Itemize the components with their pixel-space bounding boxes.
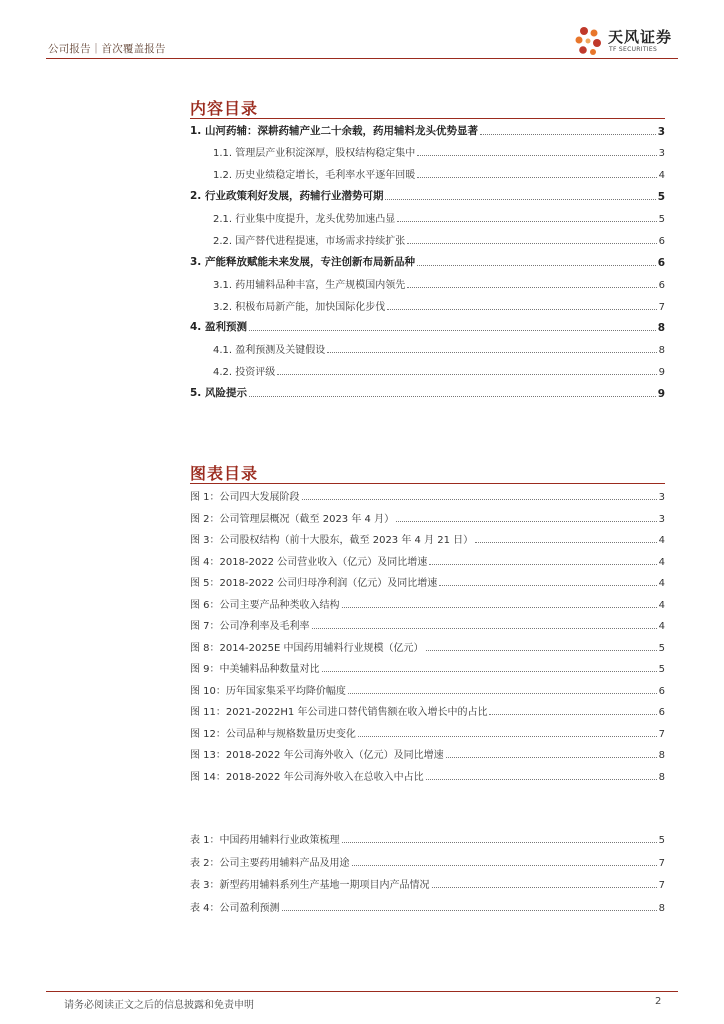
toc-section-entry[interactable] <box>190 386 665 400</box>
company-logo <box>572 24 682 60</box>
toc-subsection-entry-page: 5 <box>658 214 665 225</box>
figure-entry-label: 图 6：公司主要产品种类收入结构 <box>190 599 340 611</box>
figure-entry-page: 6 <box>658 707 665 718</box>
figure-entry-page: 8 <box>658 750 665 761</box>
figure-entry-label: 图 4：2018-2022 公司营业收入（亿元）及同比增速 <box>190 556 428 568</box>
table-entry[interactable] <box>190 900 665 914</box>
figure-entry-page: 4 <box>658 556 665 568</box>
figure-entry-page: 6 <box>658 685 665 697</box>
figure-entry-page: 4 <box>658 535 665 546</box>
figure-entry-label: 图 7：公司净利率及毛利率 <box>190 621 310 632</box>
dot-leader <box>417 155 656 156</box>
figure-entry[interactable] <box>190 769 665 783</box>
figure-entry-page: 8 <box>658 771 665 783</box>
table-entry[interactable] <box>190 877 665 891</box>
toc-subsection-entry-label: 1.2. 历史业绩稳定增长，毛利率水平逐年回暖 <box>213 170 416 181</box>
toc-section-entry-page: 5 <box>657 191 665 203</box>
toc-subsection-entry-label: 3.1. 药用辅料品种丰富，生产规模国内领先 <box>213 280 406 291</box>
figure-entry-page: 3 <box>658 492 665 503</box>
dot-leader <box>397 221 656 222</box>
toc-subsection-entry-label: 2.1. 行业集中度提升，龙头优势加速凸显 <box>213 214 396 225</box>
dot-leader <box>277 374 656 375</box>
table-entry[interactable] <box>190 832 665 846</box>
figure-entry[interactable] <box>190 554 665 568</box>
toc-section-entry-label: 2. 行业政策利好发展，药辅行业潜势可期 <box>190 190 384 202</box>
dot-leader <box>417 177 656 178</box>
toc-title-rule <box>190 118 665 119</box>
figure-entry[interactable] <box>190 511 665 525</box>
figure-entry[interactable] <box>190 683 665 697</box>
page-number: 2 <box>655 996 662 1007</box>
dot-leader <box>385 199 655 200</box>
figure-entry[interactable] <box>190 618 665 632</box>
table-entry-page: 8 <box>658 902 665 914</box>
toc-section-entry-label: 5. 风险提示 <box>190 387 247 399</box>
toc-subsection-entry[interactable] <box>213 342 665 356</box>
figure-entry[interactable] <box>190 704 665 718</box>
toc-subsection-entry-page: 8 <box>658 345 665 356</box>
figure-entry-label: 图 10：历年国家集采平均降价幅度 <box>190 685 346 697</box>
dot-leader <box>327 352 656 353</box>
toc-subsection-entry[interactable] <box>213 364 665 378</box>
table-entry-page: 7 <box>658 857 665 869</box>
dot-leader <box>426 779 657 780</box>
table-entry[interactable] <box>190 855 665 869</box>
dot-leader <box>352 865 657 866</box>
figure-entry-page: 4 <box>658 621 665 632</box>
footer-disclaimer: 请务必阅读正文之后的信息披露和免责申明 <box>64 1000 254 1011</box>
dot-leader <box>432 887 657 888</box>
toc-section-entry-label: 1. 山河药辅：深耕药辅产业二十余载，药用辅料龙头优势显著 <box>190 125 478 137</box>
dot-leader <box>439 585 656 586</box>
dot-leader <box>358 736 657 737</box>
toc-title: 内容目录 <box>190 99 259 118</box>
toc-subsection-entry[interactable] <box>213 211 665 225</box>
dot-leader <box>417 265 656 266</box>
figure-entry-label: 图 12：公司品种与规格数量历史变化 <box>190 728 356 740</box>
dot-leader <box>302 499 657 500</box>
dot-leader <box>249 396 656 397</box>
table-entry-page: 5 <box>658 835 665 846</box>
dot-leader <box>387 309 656 310</box>
toc-subsection-entry-page: 6 <box>658 236 665 247</box>
figure-entry-label: 图 2：公司管理层概况（截至 2023 年 4 月） <box>190 513 395 525</box>
toc-subsection-entry[interactable] <box>213 299 665 313</box>
figure-entry-page: 4 <box>658 578 665 589</box>
dot-leader <box>396 521 657 522</box>
dot-leader <box>342 842 657 843</box>
figure-entry-label: 图 8：2014-2025E 中国药用辅料行业规模（亿元） <box>190 642 424 654</box>
dot-leader <box>429 564 656 565</box>
figure-entry[interactable] <box>190 575 665 589</box>
figure-entry-page: 3 <box>658 513 665 525</box>
logo-name: 天风证券 <box>608 28 673 46</box>
figure-entry[interactable] <box>190 532 665 546</box>
toc-subsection-entry[interactable] <box>213 233 665 247</box>
toc-section-entry-label: 4. 盈利预测 <box>190 321 247 333</box>
figure-entry[interactable] <box>190 489 665 503</box>
figure-entry[interactable] <box>190 747 665 761</box>
toc-section-entry-page: 3 <box>657 126 665 138</box>
toc-section-entry-label: 3. 产能释放赋能未来发展，专注创新布局新品种 <box>190 256 415 268</box>
toc-section-entry-page: 9 <box>657 388 665 400</box>
toc-subsection-entry[interactable] <box>213 167 665 181</box>
table-entry-label: 表 4：公司盈利预测 <box>190 902 280 914</box>
table-entry-label: 表 2：公司主要药用辅料产品及用途 <box>190 857 350 869</box>
figure-entry[interactable] <box>190 726 665 740</box>
toc-section-entry-page: 8 <box>657 322 665 334</box>
toc-section-entry-page: 6 <box>657 257 665 269</box>
dot-leader <box>489 714 656 715</box>
toc-subsection-entry-page: 6 <box>658 280 665 291</box>
figure-entry[interactable] <box>190 597 665 611</box>
dot-leader <box>407 287 656 288</box>
toc-subsection-entry[interactable] <box>213 145 665 159</box>
figure-entry-page: 5 <box>658 642 665 654</box>
dot-leader <box>446 757 657 758</box>
dot-leader <box>342 607 657 608</box>
figure-entry-page: 4 <box>658 599 665 611</box>
toc-subsection-entry-label: 1.1. 管理层产业积淀深厚，股权结构稳定集中 <box>213 148 416 159</box>
figure-entry[interactable] <box>190 640 665 654</box>
toc-section-entry[interactable] <box>190 124 665 138</box>
toc-subsection-entry-page: 7 <box>658 302 665 313</box>
toc-section-entry[interactable] <box>190 255 665 269</box>
toc-subsection-entry-label: 3.2. 积极布局新产能，加快国际化步伐 <box>213 302 386 313</box>
figure-entry-label: 图 9：中美辅料品种数量对比 <box>190 664 320 675</box>
report-type-label: 公司报告｜首次覆盖报告 <box>48 43 166 55</box>
figures-title-rule <box>190 483 665 484</box>
toc-subsection-entry-page: 4 <box>658 170 665 181</box>
dot-leader <box>426 650 657 651</box>
table-entry-label: 表 3：新型药用辅料系列生产基地一期项目内产品情况 <box>190 880 430 891</box>
header-divider <box>46 58 678 59</box>
dot-leader <box>348 693 657 694</box>
dot-leader <box>249 330 656 331</box>
figure-entry-page: 7 <box>658 728 665 740</box>
toc-section-entry[interactable] <box>190 189 665 203</box>
logo-subtitle: TF SECURITIES <box>609 46 658 53</box>
figure-entry-label: 图 3：公司股权结构（前十大股东，截至 2023 年 4 月 21 日） <box>190 535 474 546</box>
dot-leader <box>282 910 657 911</box>
toc-subsection-entry-page: 3 <box>658 148 665 159</box>
dot-leader <box>322 671 657 672</box>
figure-entry-page: 5 <box>658 664 665 675</box>
dot-leader <box>480 134 656 135</box>
toc-subsection-entry-label: 4.1. 盈利预测及关键假设 <box>213 345 326 356</box>
toc-subsection-entry[interactable] <box>213 277 665 291</box>
toc-subsection-entry-page: 9 <box>658 367 665 378</box>
figures-title: 图表目录 <box>190 464 259 483</box>
figure-entry-label: 图 11：2021-2022H1 年公司进口替代销售额在收入增长中的占比 <box>190 707 488 718</box>
figure-entry-label: 图 5：2018-2022 公司归母净利润（亿元）及同比增速 <box>190 578 438 589</box>
figure-entry-label: 图 14：2018-2022 年公司海外收入在总收入中占比 <box>190 771 424 783</box>
footer-divider <box>46 991 678 992</box>
dot-leader <box>312 628 657 629</box>
logo-flower-icon <box>572 24 606 58</box>
figure-entry-label: 图 13：2018-2022 年公司海外收入（亿元）及同比增速 <box>190 750 444 761</box>
figure-entry[interactable] <box>190 661 665 675</box>
table-entry-page: 7 <box>658 880 665 891</box>
toc-subsection-entry-label: 2.2. 国产替代进程提速，市场需求持续扩张 <box>213 236 406 247</box>
dot-leader <box>475 542 656 543</box>
table-entry-label: 表 1：中国药用辅料行业政策梳理 <box>190 835 340 846</box>
toc-section-entry[interactable] <box>190 320 665 334</box>
toc-subsection-entry-label: 4.2. 投资评级 <box>213 367 276 378</box>
figure-entry-label: 图 1：公司四大发展阶段 <box>190 492 300 503</box>
dot-leader <box>407 243 656 244</box>
